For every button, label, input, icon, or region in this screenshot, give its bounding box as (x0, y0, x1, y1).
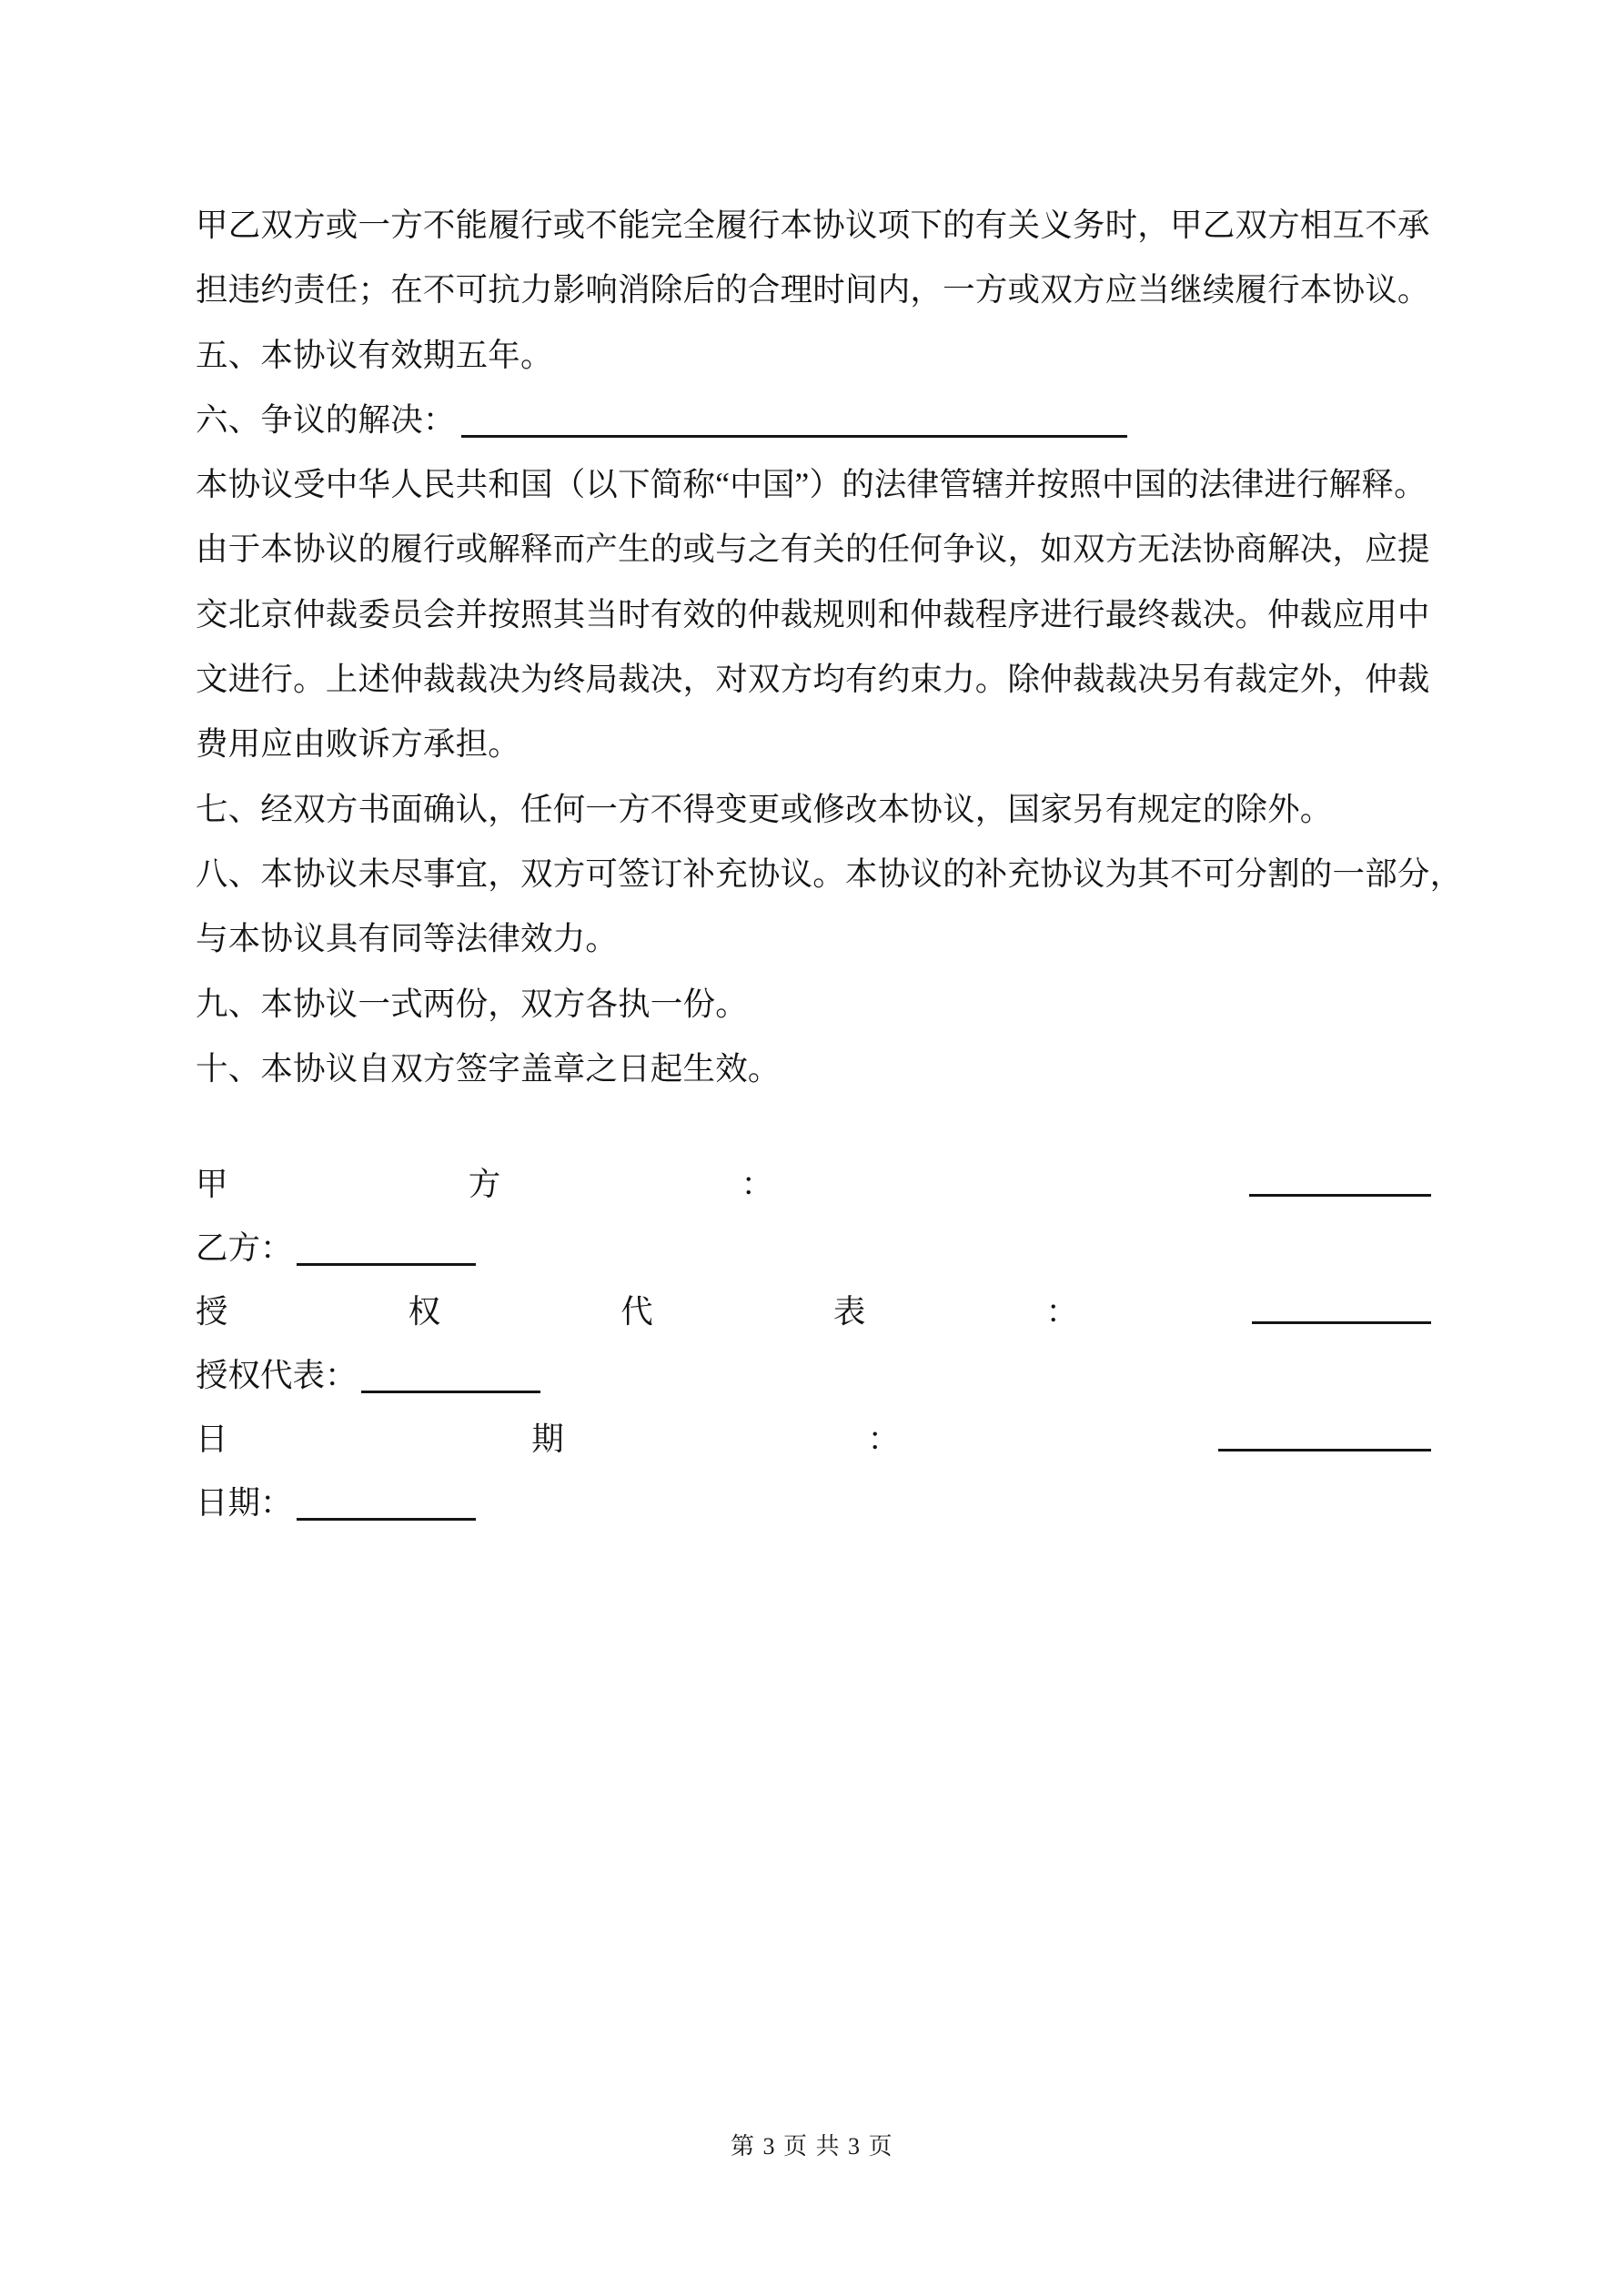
body-line: 甲乙双方或一方不能履行或不能完全履行本协议项下的有关义务时，甲乙双方相互不承 (196, 207, 1430, 243)
dispute-resolution-blank[interactable] (461, 434, 1127, 438)
clause-8-line: 八、本协议未尽事宜，双方可签订补充协议。本协议的补充协议为其不可分割的一部分， (196, 855, 1463, 892)
clause-6-line (196, 388, 1431, 452)
date-a-blank[interactable] (1218, 1448, 1431, 1451)
body-line: 由于本协议的履行或解释而产生的或与之有关的任何争议，如双方无法协商解决，应提 (196, 531, 1430, 568)
clause-9-line: 九、本协议一式两份，双方各执一份。 (196, 985, 748, 1022)
body-line: 交北京仲裁委员会并按照其当时有效的仲裁规则和仲裁程序进行最终裁决。仲裁应用中 (196, 595, 1430, 632)
auth-rep-b-blank[interactable] (361, 1390, 540, 1393)
party-b-label: 乙方： (196, 1229, 293, 1267)
auth-rep-a-blank[interactable] (1252, 1320, 1431, 1324)
body-line: 本协议受中华人民共和国（以下简称“中国”）的法律管辖并按照中国的法律进行解释。 (196, 466, 1427, 503)
party-a-signature-blank[interactable] (1249, 1193, 1431, 1197)
party-b-signature-blank[interactable] (297, 1262, 476, 1266)
document-body (196, 193, 1463, 1534)
date-b-label: 日期： (196, 1484, 293, 1522)
date-a-row (196, 1407, 1431, 1471)
clause-7-line: 七、经双方书面确认，任何一方不得变更或修改本协议，国家另有规定的除外。 (196, 790, 1333, 827)
body-line: 文进行。上述仲裁裁决为终局裁决，对双方均有约束力。除仲裁裁决另有裁定外，仲裁 (196, 661, 1430, 698)
dispute-resolution-label: 六、争议的解决： (196, 400, 456, 438)
auth-rep-b-row (196, 1343, 1431, 1407)
signature-block (196, 1152, 1431, 1534)
date-b-row (196, 1471, 1431, 1534)
auth-rep-a-row (196, 1279, 1431, 1343)
date-a-label: 日 期 ： (196, 1421, 900, 1458)
date-b-blank[interactable] (297, 1517, 476, 1521)
page-number-footer: 第 3 页 共 3 页 (730, 2133, 893, 2159)
party-a-label: 甲 方 ： (196, 1166, 773, 1203)
body-line: 费用应由败诉方承担。 (196, 725, 521, 763)
party-a-row (196, 1152, 1431, 1216)
auth-rep-a-label: 授 权 代 表 ： (196, 1293, 1078, 1330)
auth-rep-b-label: 授权代表： (196, 1357, 358, 1394)
body-line: 担违约责任；在不可抗力影响消除后的合理时间内，一方或双方应当继续履行本协议。 (196, 271, 1430, 308)
body-line: 与本协议具有同等法律效力。 (196, 920, 619, 957)
clause-5-line: 五、本协议有效期五年。 (196, 336, 553, 373)
party-b-row (196, 1216, 1431, 1279)
clause-10-line: 十、本协议自双方签字盖章之日起生效。 (196, 1049, 781, 1087)
